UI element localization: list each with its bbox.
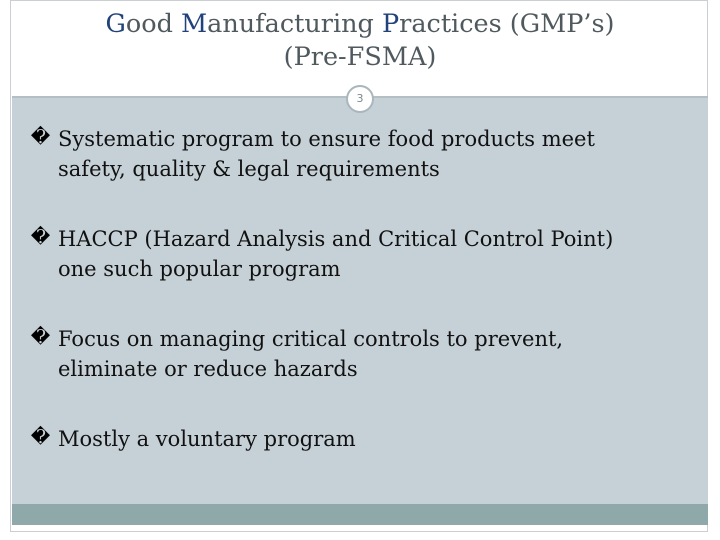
bullet-item: [30, 124, 700, 184]
bullet-text-line: Systematic program to ensure food products meet: [58, 127, 595, 151]
bullet-text-line: one such popular program: [58, 257, 341, 281]
title-initial-p: P: [381, 9, 400, 39]
bullet-item: [30, 424, 700, 454]
bullet-marker-icon: �: [30, 126, 51, 148]
title-initial-g: G: [105, 9, 126, 39]
bullet-text-line: Focus on managing critical controls to prevent,: [58, 327, 564, 351]
bullet-item: [30, 324, 700, 384]
title-segment: ood: [125, 9, 181, 39]
bullet-marker-icon: �: [30, 226, 51, 248]
footer-bar: [12, 504, 708, 525]
bullet-item: [30, 224, 700, 284]
bullet-marker-icon: �: [30, 426, 51, 448]
bullet-marker-icon: �: [30, 326, 51, 348]
bullet-text-line: eliminate or reduce hazards: [58, 357, 358, 381]
title-line-2: (Pre-FSMA): [283, 42, 437, 72]
title-line-1: [12, 8, 708, 41]
page-number-badge: [346, 85, 374, 113]
bullet-text-line: Mostly a voluntary program: [58, 427, 356, 451]
title-initial-m: M: [181, 9, 208, 39]
title-segment: anufacturing: [207, 9, 382, 39]
page-number: 3: [356, 92, 364, 105]
bullet-text-line: HACCP (Hazard Analysis and Critical Control Point): [58, 227, 614, 251]
slide-title: [12, 8, 708, 94]
title-segment: ractices (GMP’s): [399, 9, 615, 39]
bullet-text-line: safety, quality & legal requirements: [58, 157, 440, 181]
